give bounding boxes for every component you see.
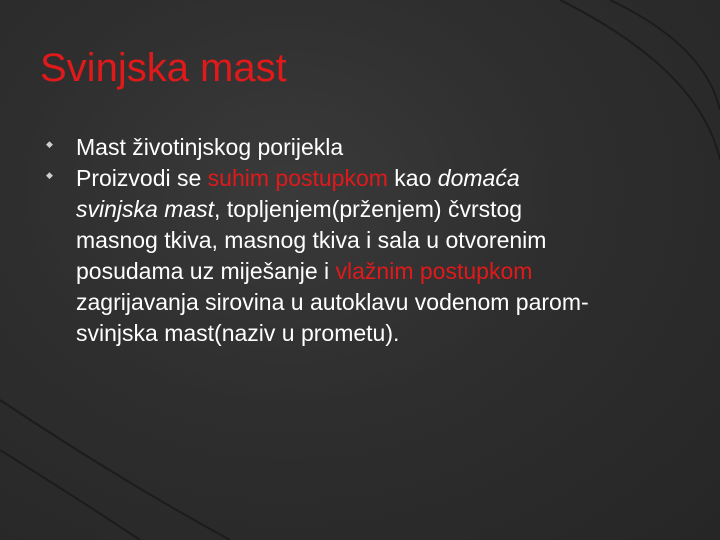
bullet-text-segment: , topljenjem(prženjem) čvrstog masnog tkiva, masnog tkiva i sala u otvorenim posudama uz miješanje i xyxy=(76,196,547,284)
decorative-arc-line xyxy=(0,400,230,540)
decorative-arc-line xyxy=(0,450,140,540)
diamond-bullet-icon: ◆ xyxy=(46,170,53,180)
highlight-dry-process: suhim postupkom xyxy=(207,165,388,191)
bullet-item xyxy=(46,132,606,163)
bullet-text-segment: kao xyxy=(387,165,438,191)
bullet-text-segment: zagrijavanja sirovina u autoklavu vodenom parom- svinjska mast(naziv u prometu). xyxy=(76,289,589,346)
diamond-bullet-icon: ◆ xyxy=(46,139,53,149)
decorative-arc-line xyxy=(610,0,720,110)
highlight-wet-process: vlažnim postupkom xyxy=(335,258,533,284)
bullet-text-segment: Proizvodi se xyxy=(76,165,208,191)
slide-title: Svinjska mast xyxy=(40,46,287,90)
bullet-text: Mast životinjskog porijekla xyxy=(76,134,344,160)
italic-homemade-lard: domaća svinjska mast xyxy=(76,165,520,222)
bullet-list xyxy=(46,132,606,349)
bullet-item xyxy=(46,163,606,349)
